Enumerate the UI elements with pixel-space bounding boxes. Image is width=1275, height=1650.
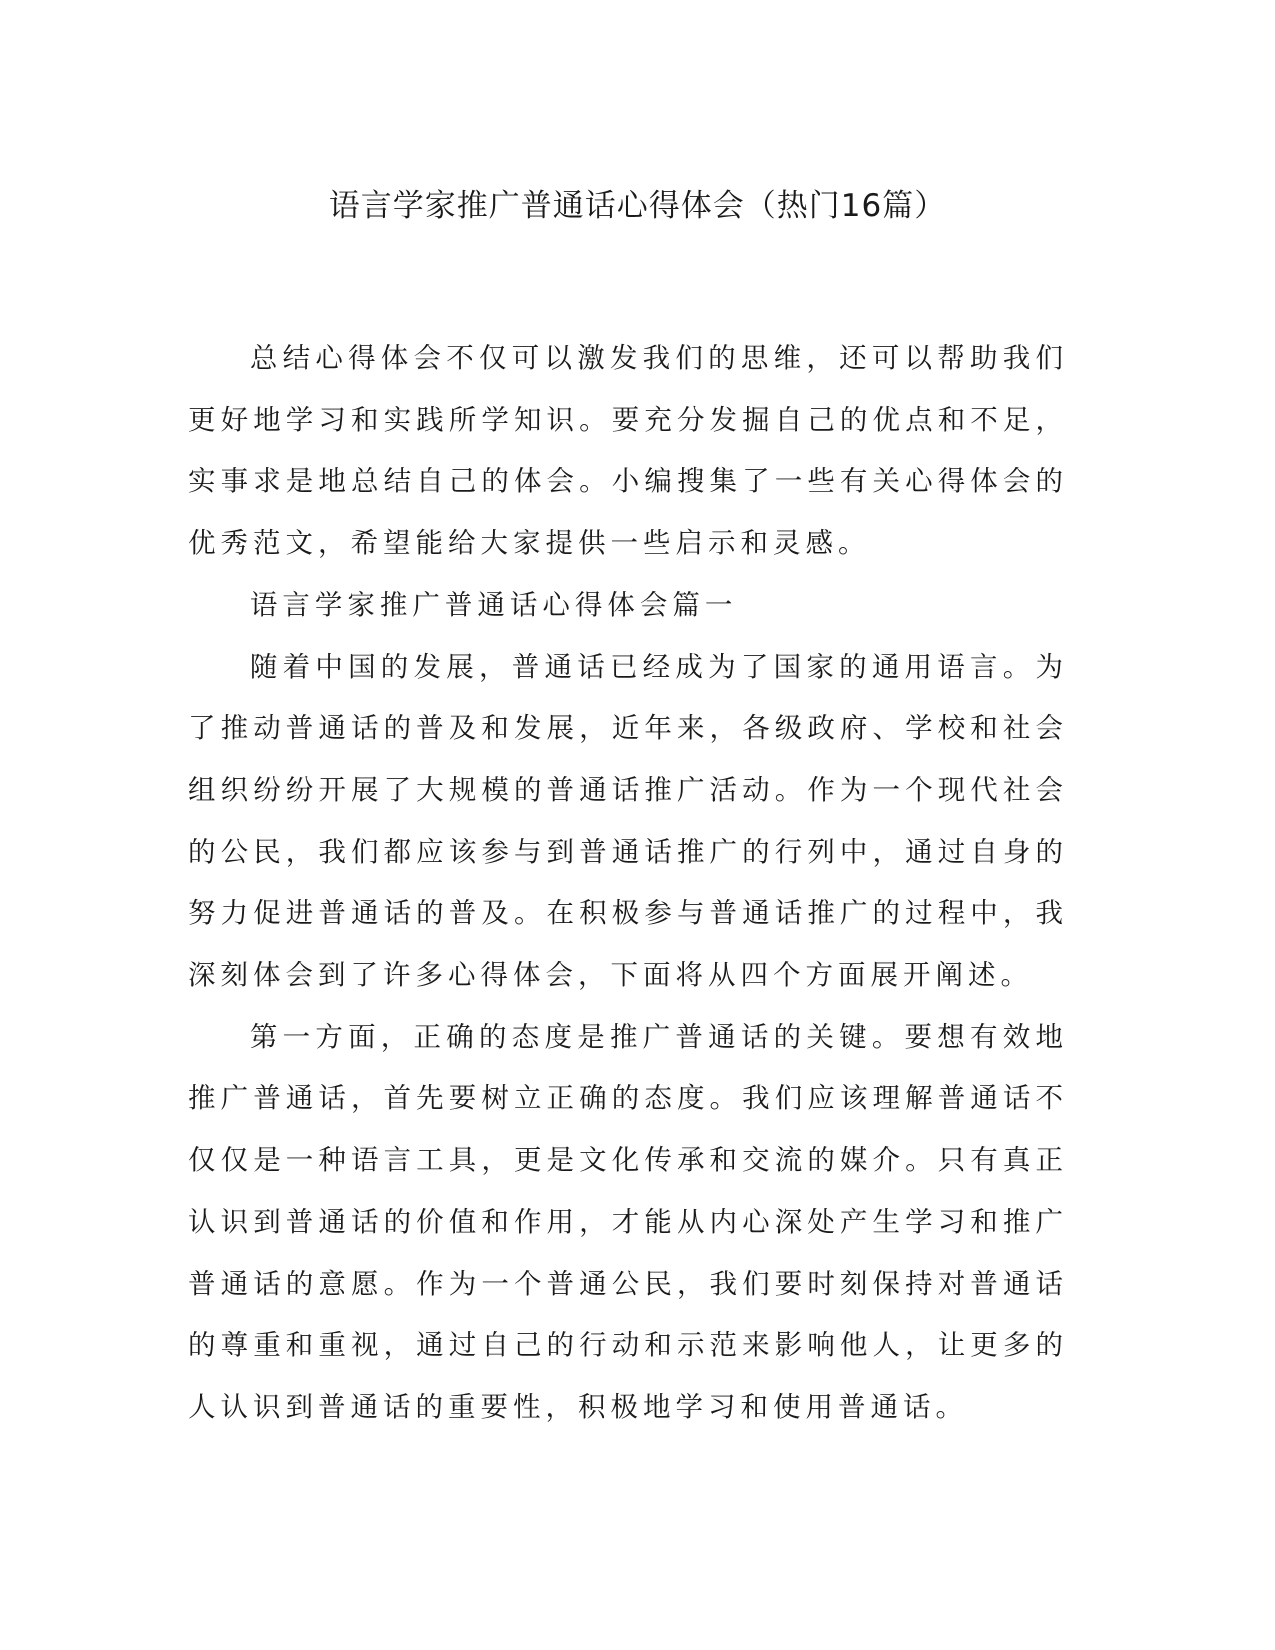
intro-paragraph: 总结心得体会不仅可以激发我们的思维，还可以帮助我们更好地学习和实践所学知识。要充分发掘自己的优点和不足，实事求是地总结自己的体会。小编搜集了一些有关心得体会的优秀范文，希望能给大家提供一些启示和灵感。: [188, 342, 1068, 560]
document-title: 语言学家推广普通话心得体会（热门16篇）: [328, 188, 947, 224]
section-heading: 语言学家推广普通话心得体会篇一: [249, 588, 738, 621]
body-paragraph: 随着中国的发展，普通话已经成为了国家的通用语言。为了推动普通话的普及和发展，近年来，各级政府、学校和社会组织纷纷开展了大规模的普通话推广活动。作为一个现代社会的公民，我们都应该参与到普通话推广的行列中，通过自身的努力促进普通话的普及。在积极参与普通话推广的过程中，我深刻体会到了许多心得体会，下面将从四个方面展开阐述。: [188, 650, 1068, 992]
document-body: [188, 328, 1068, 1439]
body-paragraph: 第一方面，正确的态度是推广普通话的关键。要想有效地推广普通话，首先要树立正确的态度。我们应该理解普通话不仅仅是一种语言工具，更是文化传承和交流的媒介。只有真正认识到普通话的价值和作用，才能从内心深处产生学习和推广普通话的意愿。作为一个普通公民，我们要时刻保持对普通话的尊重和重视，通过自己的行动和示范来影响他人，让更多的人认识到普通话的重要性，积极地学习和使用普通话。: [188, 1020, 1068, 1423]
